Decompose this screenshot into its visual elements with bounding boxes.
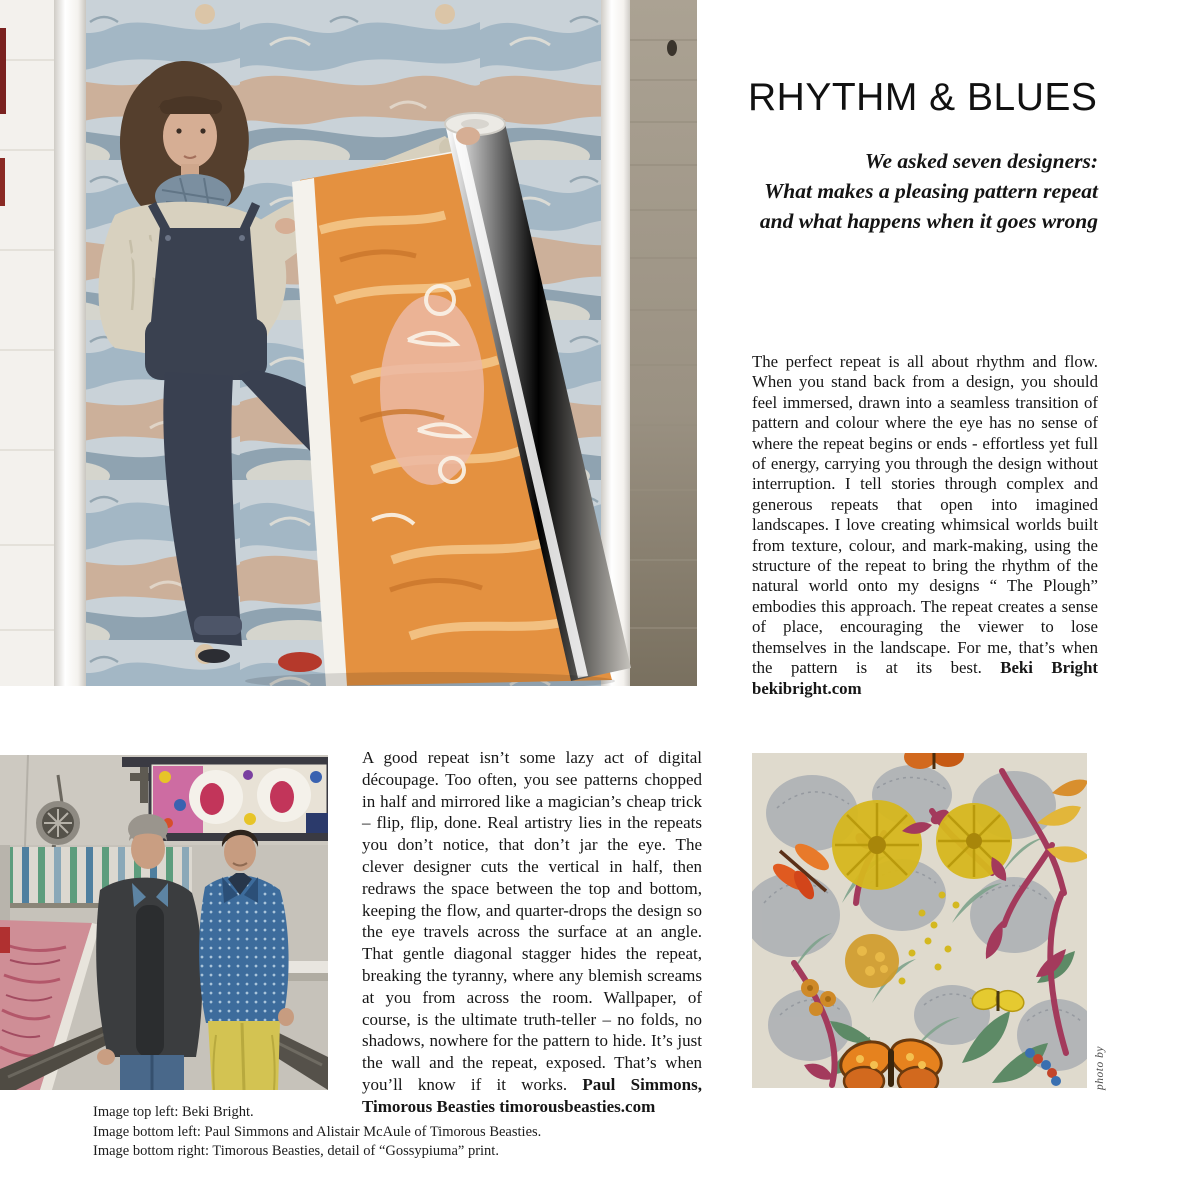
brick-pillar <box>630 0 697 686</box>
red-edge-object <box>0 28 6 114</box>
article-signature: Beki Bright bekibright.com <box>752 658 1098 698</box>
article-paul-simmons <box>362 747 702 1118</box>
caption-top-left: Image top left: Beki Bright. <box>93 1104 254 1120</box>
article-body: The perfect repeat is all about rhythm and flow. When you stand back from a design, you should feel immersed, drawn into a seamless transition of pattern and colour where the eye has no sense of where the repeat begins or ends - effortless yet full of energy, carrying you through the design without interruption. I tell stories through complex and generous repeats that open into imagined landscapes. I love creating whimsical worlds built from texture, colour, and mark-making, using the structure of the repeat to bring the rhythm of the natural world onto my designs “ The Plough” embodies this approach. The repeat creates a sense of place, encouraging the viewer to lose themselves in the landscape. For me, that’s when the pattern is at its best. <box>752 352 1098 678</box>
wallpaper-roll-left <box>54 0 86 686</box>
article-signature: Paul Simmons, Timorous Beasties timorousbeasties.com <box>362 1074 702 1116</box>
subtitle <box>748 146 1098 236</box>
subtitle-line: We asked seven designers: <box>864 149 1098 173</box>
gossypiuma-illustration <box>752 753 1087 1088</box>
golden-cluster <box>845 934 899 988</box>
grey-foliage <box>752 765 1087 1071</box>
article-beki-bright <box>752 352 1098 699</box>
photo-gossypiuma-print <box>752 753 1087 1088</box>
studio-illustration <box>0 755 328 1090</box>
beki-bright-illustration <box>0 0 697 686</box>
photo-beki-bright <box>0 0 697 686</box>
image-captions <box>93 1103 653 1162</box>
photo-credit: photo by <box>1094 1046 1106 1090</box>
subtitle-line: and what happens when it goes wrong <box>759 209 1098 233</box>
page-title: RHYTHM & BLUES <box>748 76 1098 119</box>
caption-bottom-left: Image bottom left: Paul Simmons and Alistair McAule of Timorous Beasties. <box>93 1123 542 1140</box>
red-shoe <box>278 652 322 672</box>
article-body: A good repeat isn’t some lazy act of digital découpage. Too often, you see patterns chopped in half and mirrored like a magician’s cheap trick – flip, flip, done. Real artistry lies in the repeats you don’t notice, that don’t jar the eye. The clever designer cuts the vertical in half, then redraws the space between the top and bottom, keeping the flow, and quarter-drops the design so the eye travels across the surface at an angle. That gentle diagonal stagger hides the repeat, breaking the tyranny, where any blemish screams at you from across the room. Wallpaper, of course, is the ultimate truth-teller – no folds, no shadows, nowhere for the pattern to hide. It’s just the wall and the repeat, exposed. That’s when you’ll know if it works. <box>362 748 702 1094</box>
photo-timorous-beasties-duo <box>0 755 328 1090</box>
white-brick-wall <box>0 0 60 686</box>
caption-bottom-right: Image bottom right: Timorous Beasties, detail of “Gossypiuma” print. <box>93 1143 499 1159</box>
subtitle-line: What makes a pleasing pattern repeat <box>764 179 1098 203</box>
